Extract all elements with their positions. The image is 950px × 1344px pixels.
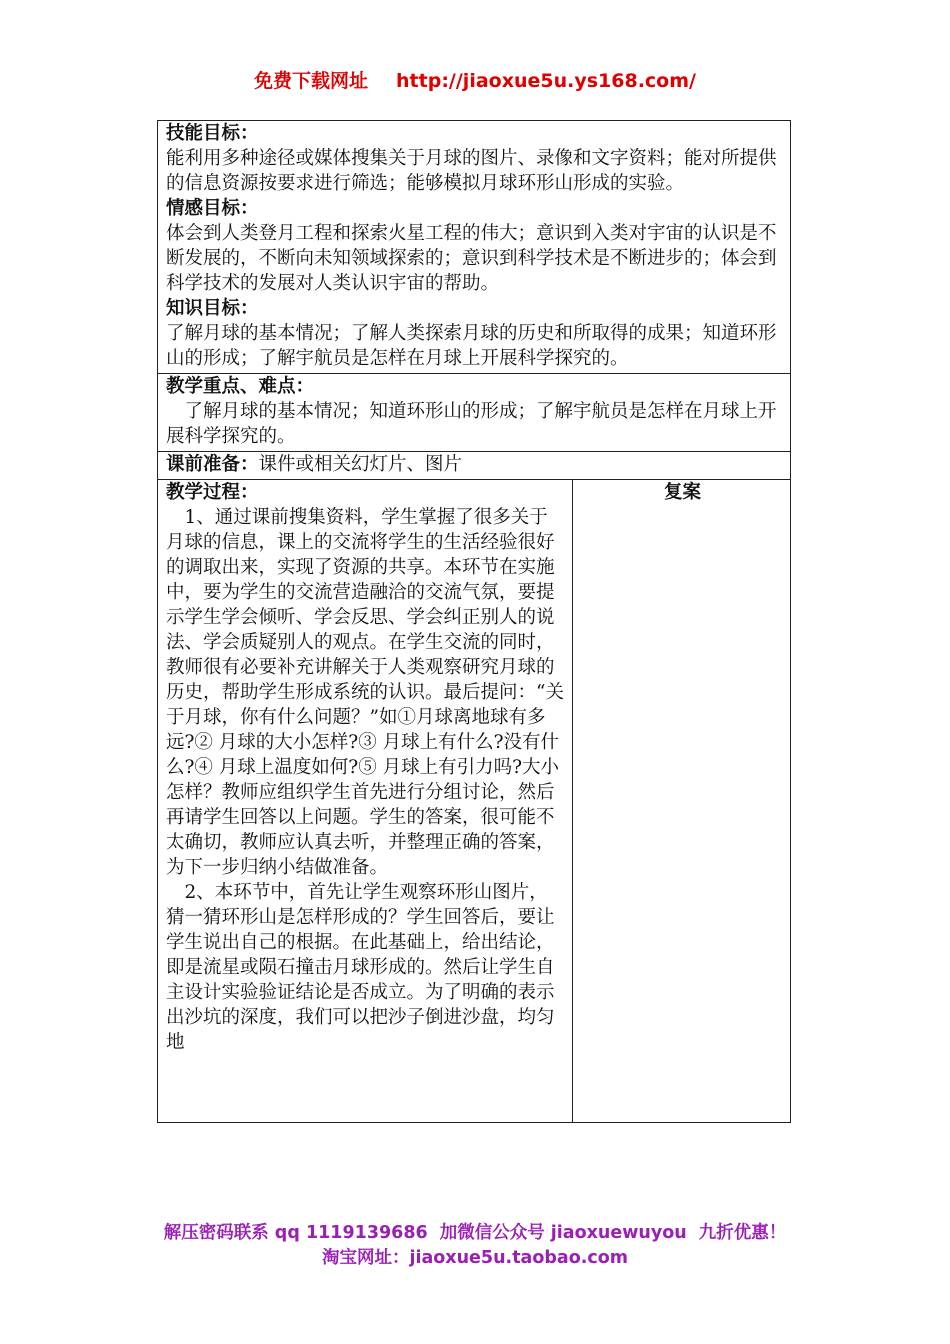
key-points-text: 了解月球的基本情况；知道环形山的形成；了解宇航员是怎样在月球上开展科学探究的。	[166, 401, 777, 447]
footer-wechat: 加微信公众号 jiaoxuewuyou	[439, 1223, 687, 1243]
process-paragraph-1: 1、通过课前搜集资料，学生掌握了很多关于月球的信息，课上的交流将学生的生活经验很好的调取出来，实现了资源的共享。本环节在实施中，要为学生的交流营造融洽的交流气氛，要提示学生学会倾听、学会反思、学会纠正别人的说法、学会质疑别人的观点。在学生交流的同时，教师很有必要补充讲解关于人类观察研究月球的历史，帮助学生形成系统的认识。最后提问：“关于月球，你有什么问题？”如①月球离地球有多远?② 月球的大小怎样?③ 月球上有什么?没有什么?④ 月球上温度如何?⑤ 月球上有引力吗?大小怎样？教师应组织学生首先进行分组讨论，然后再请学生回答以上问题。学生的答案，很可能不太确切，教师应认真去听，并整理正确的答案，为下一步归纳小结做准备。	[166, 507, 564, 878]
prep-title: 课前准备：	[166, 454, 259, 475]
skills-title: 技能目标：	[166, 123, 259, 144]
copy-column-title: 复案	[664, 482, 702, 503]
prep-text: 课件或相关幻灯片、图片	[258, 454, 463, 475]
key-points-cell	[158, 374, 791, 452]
footer-qq: 解压密码联系 qq 1119139686	[163, 1223, 428, 1243]
copy-column-cell	[573, 480, 791, 1123]
process-paragraph-2: 2、本环节中，首先让学生观察环形山图片，猜一猜环形山是怎样形成的？学生回答后，要让学生说出自己的根据。在此基础上，给出结论，即是流星或陨石撞击月球形成的。然后让学生自主设计实验验证结论是否成立。为了明确的表示出沙坑的深度，我们可以把沙子倒进沙盘，均匀地	[166, 882, 555, 1053]
process-cell	[158, 480, 573, 1123]
header-label: 免费下载网址	[254, 70, 369, 92]
knowledge-title: 知识目标：	[166, 298, 259, 319]
emotion-title: 情感目标：	[166, 198, 259, 219]
footer-taobao-line[interactable]: 淘宝网址：jiaoxue5u.taobao.com	[321, 1248, 629, 1268]
lesson-plan-table	[157, 120, 791, 1123]
objectives-row	[158, 121, 791, 374]
header-url-link[interactable]: http://jiaoxue5u.ys168.com/	[396, 70, 696, 92]
emotion-text: 体会到人类登月工程和探索火星工程的伟大；意识到入类对宇宙的认识是不断发展的，不断向未知领域探索的；意识到科学技术是不断进步的；体会到科学技术的发展对人类认识宇宙的帮助。	[166, 223, 777, 294]
prep-cell	[158, 452, 791, 480]
process-row	[158, 480, 791, 1123]
key-points-title: 教学重点、难点：	[166, 376, 315, 397]
process-title: 教学过程：	[166, 482, 259, 503]
download-header	[0, 66, 950, 93]
footer-discount: 九折优惠！	[698, 1223, 787, 1243]
prep-row	[158, 452, 791, 480]
footer-contact-line	[0, 1219, 950, 1244]
skills-text: 能利用多种途径或媒体搜集关于月球的图片、录像和文字资料；能对所提供的信息资源按要求进行筛选；能够模拟月球环形山形成的实验。	[166, 148, 777, 194]
knowledge-text: 了解月球的基本情况；了解人类探索月球的历史和所取得的成果；知道环形山的形成；了解宇航员是怎样在月球上开展科学探究的。	[166, 323, 777, 369]
key-points-row	[158, 374, 791, 452]
objectives-cell	[158, 121, 791, 374]
